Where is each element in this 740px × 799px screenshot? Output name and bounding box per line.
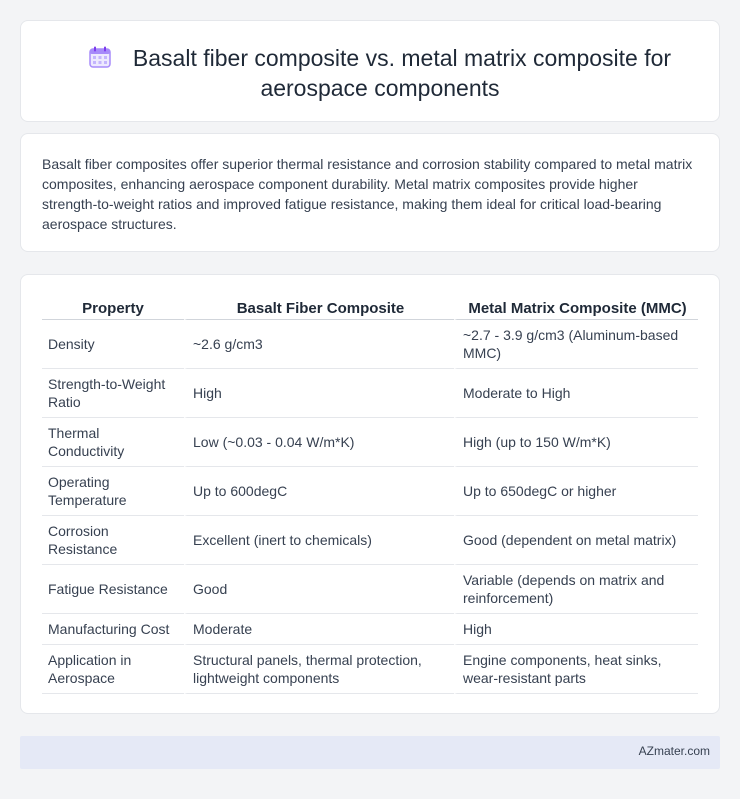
mmc-cell: Variable (depends on matrix and reinforcement) bbox=[454, 565, 698, 614]
mmc-cell: ~2.7 - 3.9 g/cm3 (Aluminum-based MMC) bbox=[454, 320, 698, 369]
title-card bbox=[20, 20, 720, 122]
header-basalt: Basalt Fiber Composite bbox=[184, 292, 454, 320]
basalt-cell: ~2.6 g/cm3 bbox=[184, 320, 454, 369]
table-row bbox=[42, 418, 698, 467]
calendar-icon bbox=[89, 45, 111, 67]
basalt-cell: Up to 600degC bbox=[184, 467, 454, 516]
basalt-cell: High bbox=[184, 369, 454, 418]
mmc-cell: Good (dependent on metal matrix) bbox=[454, 516, 698, 565]
property-cell: Strength-to-Weight Ratio bbox=[42, 369, 184, 418]
property-cell: Manufacturing Cost bbox=[42, 614, 184, 645]
mmc-cell: High bbox=[454, 614, 698, 645]
property-cell: Fatigue Resistance bbox=[42, 565, 184, 614]
header-mmc: Metal Matrix Composite (MMC) bbox=[454, 292, 698, 320]
mmc-cell: Engine components, heat sinks, wear-resistant parts bbox=[454, 645, 698, 694]
table-row bbox=[42, 369, 698, 418]
table-row bbox=[42, 645, 698, 694]
mmc-cell: High (up to 150 W/m*K) bbox=[454, 418, 698, 467]
summary-text: Basalt fiber composites offer superior thermal resistance and corrosion stability compared to metal matrix composites, enhancing aerospace component durability. Metal matrix composites provide higher strength-to-weight ratios and improved fatigue resistance, making them ideal for critical load-bearing aerospace structures. bbox=[42, 156, 693, 232]
footer-brand-link[interactable]: AZmater.com bbox=[638, 744, 710, 758]
property-cell: Operating Temperature bbox=[42, 467, 184, 516]
property-cell: Corrosion Resistance bbox=[42, 516, 184, 565]
basalt-cell: Excellent (inert to chemicals) bbox=[184, 516, 454, 565]
table-row bbox=[42, 565, 698, 614]
table-header-row bbox=[42, 292, 698, 320]
page-title: Basalt fiber composite vs. metal matrix composite for aerospace components bbox=[132, 45, 672, 101]
table-row bbox=[42, 320, 698, 369]
footer-bar bbox=[20, 736, 720, 769]
basalt-cell: Low (~0.03 - 0.04 W/m*K) bbox=[184, 418, 454, 467]
page-title-wrap bbox=[61, 43, 699, 103]
header-property: Property bbox=[42, 292, 184, 320]
basalt-cell: Moderate bbox=[184, 614, 454, 645]
table-row bbox=[42, 516, 698, 565]
table-row bbox=[42, 467, 698, 516]
comparison-card bbox=[20, 274, 720, 714]
basalt-cell: Good bbox=[184, 565, 454, 614]
mmc-cell: Moderate to High bbox=[454, 369, 698, 418]
comparison-table bbox=[42, 292, 698, 694]
property-cell: Thermal Conductivity bbox=[42, 418, 184, 467]
summary-card bbox=[20, 133, 720, 252]
property-cell: Application in Aerospace bbox=[42, 645, 184, 694]
basalt-cell: Structural panels, thermal protection, lightweight components bbox=[184, 645, 454, 694]
mmc-cell: Up to 650degC or higher bbox=[454, 467, 698, 516]
property-cell: Density bbox=[42, 320, 184, 369]
table-row bbox=[42, 614, 698, 645]
